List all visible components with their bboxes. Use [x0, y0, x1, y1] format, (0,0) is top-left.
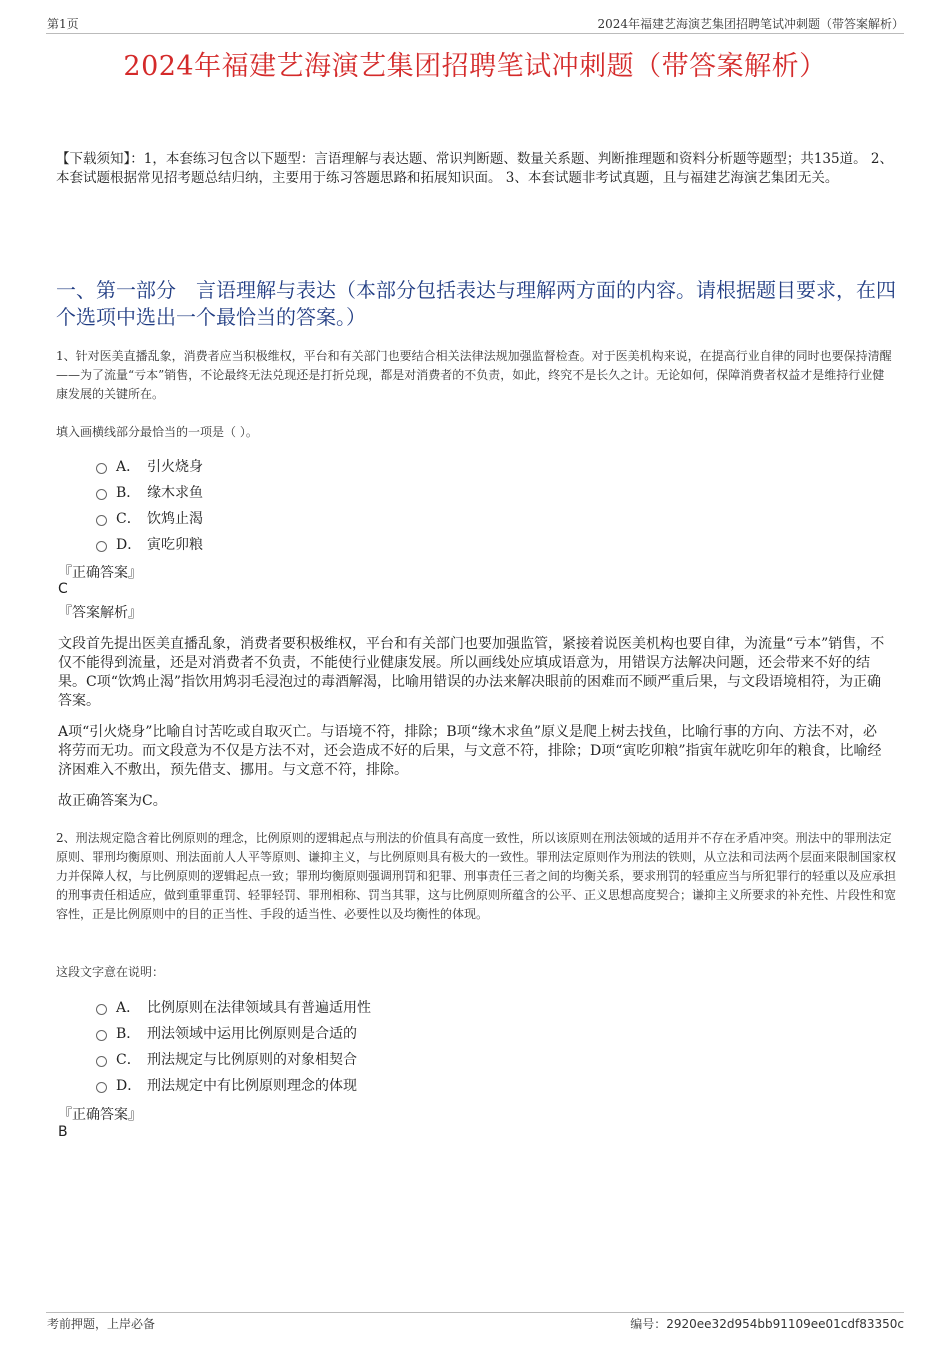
- header-divider: [46, 33, 904, 34]
- question-2-prompt: 这段文字意在说明：: [56, 965, 165, 979]
- question-2-options: [96, 994, 371, 1098]
- page-number: 第1页: [47, 17, 79, 31]
- radio-icon[interactable]: [96, 1056, 107, 1067]
- footer-slogan: 考前押题，上岸必备: [47, 1317, 156, 1331]
- section-heading: 一、第一部分 言语理解与表达（本部分包括表达与理解两方面的内容。请根据题目要求，在四个选项中选出一个最恰当的答案。）: [56, 278, 896, 329]
- radio-icon[interactable]: [96, 515, 107, 526]
- question-1-stem: 1、针对医美直播乱象，消费者应当积极维权，平台和有关部门也要结合相关法律法规加强监督检查。对于医美机构来说，在提高行业自律的同时也要保持清醒——为了流量“亏本”销售，不论最终无法兑现还是打折兑现，都是对消费者的不负责，如此，终究不是长久之计。无论如何，保障消费者权益才是维持行业健康发展的关键所在。: [56, 349, 892, 401]
- option-letter: A．: [116, 1000, 141, 1016]
- option-text: 刑法规定与比例原则的对象相契合: [147, 1052, 357, 1068]
- header-doc-title: 2024年福建艺海演艺集团招聘笔试冲刺题（带答案解析）: [597, 17, 904, 31]
- radio-icon[interactable]: [96, 1030, 107, 1041]
- option-text: 饮鸩止渴: [147, 511, 203, 527]
- analysis-paragraph: A项“引火烧身”比喻自讨苦吃或自取灭亡。与语境不符，排除；B项“缘木求鱼”原义是爬上树去找鱼，比喻行事的方向、方法不对，必将劳而无功。而文段意为不仅是方法不对，还会造成不好的后果，与文意不符，排除；D项“寅吃卯粮”指寅年就吃卯年的粮食，比喻经济困难入不敷出，预先借支、挪用。与文意不符，排除。: [58, 724, 882, 778]
- serial-label: 编号：: [630, 1317, 667, 1331]
- option-letter: B．: [116, 1026, 141, 1042]
- option-text: 刑法规定中有比例原则理念的体现: [147, 1078, 357, 1094]
- question-2-stem: 2、刑法规定隐含着比例原则的理念，比例原则的逻辑起点与刑法的价值具有高度一致性，所以该原则在刑法领域的适用并不存在矛盾冲突。刑法中的罪刑法定原则、罪刑均衡原则、刑法面前人人平等原则、谦抑主义，与比例原则具有极大的一致性。罪刑法定原则作为刑法的铁则，从立法和司法两个层面来限制国家权力并保障人权，与比例原则的逻辑起点一致；罪刑均衡原则强调刑罚和犯罪、刑事责任三者之间的均衡关系，要求刑罚的轻重应当与所犯罪行的轻重以及应承担的刑事责任相适应，做到重罪重罚、轻罪轻罚、罪刑相称、罚当其罪，这与比例原则所蕴含的公平、正义思想高度契合；谦抑主义所要求的补充性、片段性和宽容性，正是比例原则中的目的正当性、手段的适当性、必要性以及均衡性的体现。: [56, 831, 897, 921]
- analysis-paragraph: 文段首先提出医美直播乱象，消费者要积极维权，平台和有关部门也要加强监管，紧接着说医美机构也要自律，为流量“亏本”销售，不仅不能得到流量，还是对消费者不负责，不能使行业健康发展。所以画线处应填成语意为，用错误方法解决问题，还会带来不好的结果。C项“饮鸩止渴”指饮用鸩羽毛浸泡过的毒酒解渴，比喻用错误的办法来解决眼前的困难而不顾严重后果，与文段语境相符，为正确答案。: [58, 636, 885, 709]
- option-text: 寅吃卯粮: [147, 537, 203, 553]
- option-a[interactable]: [96, 453, 203, 479]
- question-1-prompt: 填入画横线部分最恰当的一项是（ ）。: [56, 425, 258, 439]
- footer-serial: [630, 1315, 904, 1332]
- option-c[interactable]: [96, 505, 203, 531]
- correct-answer-label: 『正确答案』: [58, 565, 142, 581]
- radio-icon[interactable]: [96, 1082, 107, 1093]
- option-d[interactable]: [96, 531, 203, 557]
- option-letter: C．: [116, 511, 141, 527]
- radio-icon[interactable]: [96, 1004, 107, 1015]
- option-letter: B．: [116, 485, 141, 501]
- option-text: 比例原则在法律领域具有普遍适用性: [147, 1000, 371, 1016]
- analysis-label: 『答案解析』: [58, 605, 142, 621]
- option-d[interactable]: [96, 1072, 371, 1098]
- option-text: 刑法领域中运用比例原则是合适的: [147, 1026, 357, 1042]
- serial-code: 2920ee32d954bb91109ee01cdf83350c: [666, 1317, 904, 1331]
- option-letter: D．: [116, 537, 142, 553]
- option-letter: A．: [116, 459, 141, 475]
- radio-icon[interactable]: [96, 489, 107, 500]
- option-letter: D．: [116, 1078, 142, 1094]
- option-b[interactable]: [96, 1020, 371, 1046]
- question-1-options: [96, 453, 203, 557]
- option-b[interactable]: [96, 479, 203, 505]
- analysis-conclusion: 故正确答案为C。: [58, 793, 167, 809]
- option-letter: C．: [116, 1052, 141, 1068]
- radio-icon[interactable]: [96, 463, 107, 474]
- option-text: 引火烧身: [147, 459, 203, 475]
- footer-divider: [46, 1312, 904, 1313]
- option-a[interactable]: [96, 994, 371, 1020]
- correct-answer-label: 『正确答案』: [58, 1107, 142, 1123]
- correct-answer-value: B: [58, 1124, 68, 1140]
- option-c[interactable]: [96, 1046, 371, 1072]
- radio-icon[interactable]: [96, 541, 107, 552]
- document-title: 2024年福建艺海演艺集团招聘笔试冲刺题（带答案解析）: [123, 51, 827, 82]
- download-notice: 【下载须知】：1，本套练习包含以下题型：言语理解与表达题、常识判断题、数量关系题、判断推理题和资料分析题等题型；共135道。 2、本套试题根据常见招考题总结归纳，主要用于练习答题思路和拓展知识面。 3、本套试题非考试真题，且与福建艺海演艺集团无关。: [56, 151, 893, 186]
- correct-answer-value: C: [58, 581, 68, 597]
- option-text: 缘木求鱼: [147, 485, 203, 501]
